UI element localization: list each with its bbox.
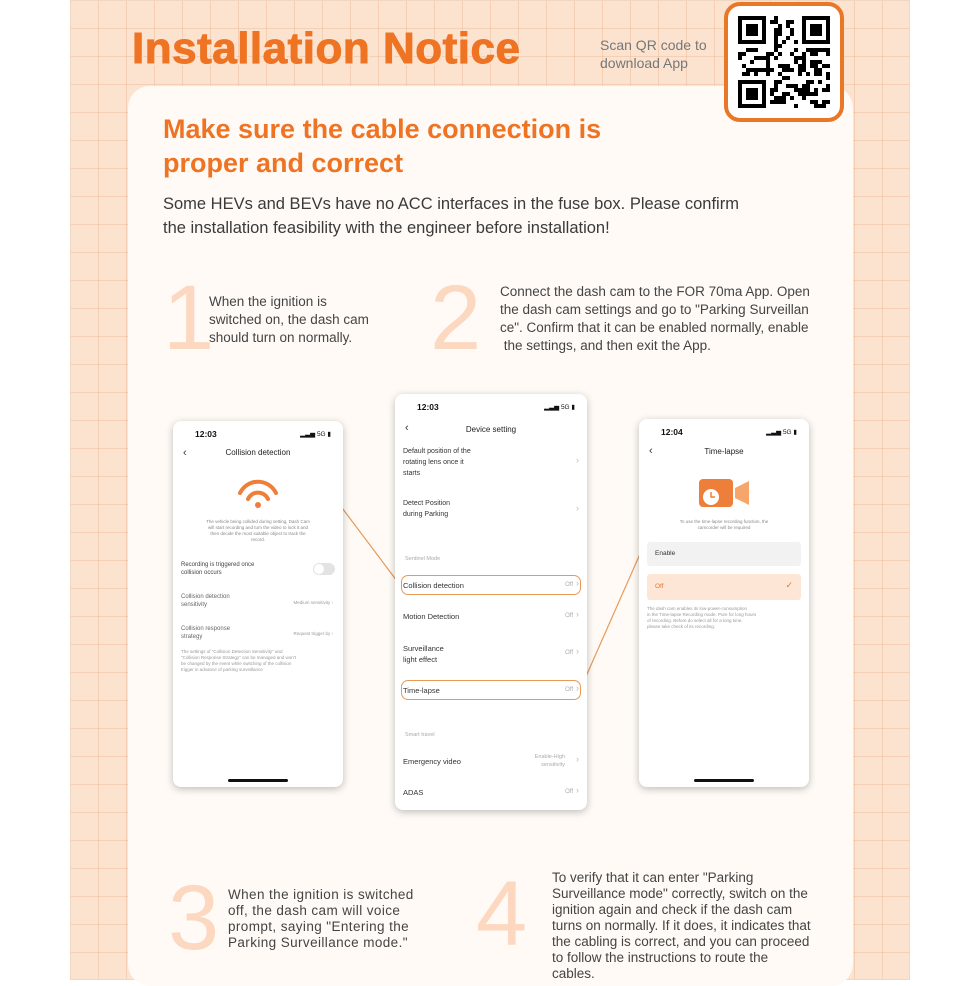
option-label: Enable (655, 550, 676, 557)
collision-value: Off (565, 582, 573, 588)
step-4-line: cables. (552, 966, 595, 981)
chevron-right-icon: › (576, 609, 579, 619)
option-enable[interactable] (647, 542, 801, 566)
note-line: be changed by the event while switching of the collision (181, 661, 292, 666)
row-surveillance-light[interactable] (403, 643, 579, 665)
section-smart-travel: Smart travel (405, 732, 435, 738)
row-label: Collision detection (181, 594, 230, 600)
screen-title: Device setting (465, 425, 517, 434)
step-4-line: turns on normally. If it does, it indicates that (552, 918, 811, 933)
row-label: sensitivity (181, 602, 208, 608)
value-text: Request trigger by (293, 631, 331, 636)
chevron-right-icon: › (576, 503, 579, 513)
step-3-line: When the ignition is switched (228, 887, 414, 902)
step-3-line: Parking Surveillance mode." (228, 935, 408, 950)
step-3-line: off, the dash cam will voice (228, 903, 401, 918)
status-time: 12:04 (661, 427, 683, 437)
desc-line: The vehicle being collided during setting, Dash Cam (206, 519, 310, 524)
step-1-line: switched on, the dash cam (209, 312, 369, 327)
home-indicator (228, 779, 288, 782)
step-1-line: When the ignition is (209, 294, 327, 309)
chevron-right-icon: › (576, 683, 579, 693)
phone-time-lapse (639, 419, 809, 787)
collision-signal-icon (235, 471, 281, 511)
status-signal: ▂▃▅ 5G ▮ (766, 429, 797, 436)
back-chevron-icon[interactable]: ‹ (405, 422, 409, 434)
row-time-lapse[interactable]: Time-lapse (403, 686, 440, 695)
toggle-label-line: Recording is triggered once (181, 562, 255, 568)
step-2-number: 2 (430, 267, 482, 369)
step-4-line: ignition again and check if the dash cam (552, 902, 793, 917)
back-chevron-icon[interactable]: ‹ (649, 445, 653, 457)
row-motion-detection[interactable]: Motion Detection (403, 612, 460, 621)
sensitivity-row[interactable] (181, 593, 230, 609)
chevron-right-icon: › (576, 646, 579, 656)
value-text: Medium sensitivity (293, 600, 331, 605)
value-line: sensitivity (541, 762, 565, 768)
step-2-line: the dash cam settings and go to "Parking Surveillan (500, 302, 809, 317)
wifi-signal-icon: ▂▃▅ (766, 429, 783, 436)
step-3-line: prompt, saying "Entering the (228, 919, 410, 934)
value-line: Enable-High (534, 754, 565, 760)
step-4-line: To verify that it can enter "Parking (552, 870, 754, 885)
row-emergency-video[interactable]: Emergency video (403, 757, 461, 766)
adas-value: Off (565, 789, 573, 795)
row-label: Surveillance (403, 644, 444, 653)
row-label: Detect Position (403, 500, 451, 507)
status-time: 12:03 (195, 429, 217, 439)
timelapse-value: Off (565, 687, 573, 693)
toggle-label (181, 561, 254, 577)
timelapse-description (647, 519, 801, 531)
chevron-right-icon: › (331, 631, 333, 636)
option-off[interactable] (647, 574, 801, 600)
chevron-right-icon: › (576, 754, 579, 764)
intro-line-2: the installation feasibility with the engineer before installation! (163, 219, 610, 237)
row-label: starts (403, 470, 421, 477)
settings-note (181, 649, 335, 673)
note-line: The dash cam enables its low-power-consumption (647, 606, 748, 611)
sensitivity-value (293, 600, 333, 606)
camera-icon (697, 475, 751, 511)
intro-line-1: Some HEVs and BEVs have no ACC interfaces in the fuse box. Please confirm (163, 195, 739, 213)
screen-title: Time-lapse (704, 447, 744, 456)
note-line: in the Time-lapse Recording mode. Pure for long hours (647, 612, 757, 617)
step-4-line: Surveillance mode" correctly, switch on the (552, 886, 808, 901)
note-line: of recording. Before do select all for a long time, (647, 618, 743, 623)
chevron-right-icon: › (331, 600, 333, 605)
note-line: trigger in advance of parking surveillance (181, 667, 263, 672)
step-1-number: 1 (163, 267, 215, 369)
home-indicator (694, 779, 754, 782)
row-default-position[interactable] (403, 446, 579, 479)
row-detect-position[interactable] (403, 498, 579, 520)
emergency-value (535, 753, 565, 769)
step-2-line: Connect the dash cam to the FOR 70ma App. Open (500, 284, 810, 299)
step-1-line: should turn on normally. (209, 330, 353, 345)
step-2-line: the settings, and then exit the App. (500, 338, 711, 353)
strategy-value (293, 631, 333, 637)
step-4-line: to follow the instructions to route the (552, 950, 769, 965)
desc-line: record. (250, 537, 265, 542)
recording-toggle[interactable] (313, 563, 335, 575)
row-label: light effect (403, 655, 438, 664)
heading-line-2: proper and correct (163, 148, 404, 178)
timelapse-note (647, 606, 801, 630)
status-signal: ▂▃▅ 5G ▮ (544, 404, 575, 411)
scan-qr-text: Scan QR code to download App (600, 37, 707, 71)
page-title: Installation Notice (132, 24, 521, 73)
note-line: "Collision Response Strategy" can be managed and won't (181, 655, 296, 660)
wifi-signal-icon: ▂▃▅ (300, 431, 317, 438)
desc-line: will start recording and turn the video to lock it and (207, 525, 309, 530)
step-3-number: 3 (168, 867, 220, 969)
signal-label: 5G (782, 429, 792, 436)
screen-title: Collision detection (225, 448, 291, 457)
desc-line: then decide the most suitable object to track the (210, 531, 306, 536)
checkmark-icon: ✓ (785, 580, 793, 590)
step-4-text (552, 870, 852, 982)
strategy-row[interactable] (181, 625, 230, 641)
toggle-label-line: collision occurs (181, 570, 222, 576)
note-line: please take check of its recording. (647, 624, 716, 629)
heading-line-1: Make sure the cable connection is (163, 114, 602, 144)
chevron-right-icon: › (576, 578, 579, 588)
row-label: rotating lens once it (403, 459, 464, 466)
chevron-right-icon: › (576, 785, 579, 795)
wifi-signal-icon: ▂▃▅ (544, 404, 561, 411)
motion-value: Off (565, 613, 573, 619)
row-adas[interactable]: ADAS (403, 788, 424, 797)
row-label: Collision response (181, 626, 231, 632)
desc-line: To use the time-lapse recording function, the (679, 519, 769, 524)
collision-description (181, 519, 335, 543)
chevron-right-icon: › (576, 455, 579, 465)
signal-label: 5G (560, 404, 570, 411)
desc-line: camcorder will be required (697, 525, 751, 530)
phone-device-setting (395, 394, 587, 810)
row-label: during Parking (403, 511, 449, 518)
row-label: strategy (181, 634, 203, 640)
section-sentinel-mode: Sentinel Mode (405, 556, 441, 562)
phone-collision-detection (173, 421, 343, 787)
row-collision-detection[interactable]: Collision detection (403, 581, 464, 590)
back-chevron-icon[interactable]: ‹ (183, 447, 187, 459)
step-4-number: 4 (476, 863, 528, 965)
signal-label: 5G (316, 431, 326, 438)
note-line: The settings of "Collision Detection Sensitivity" and (181, 649, 283, 654)
step-2-line: ce". Confirm that it can be enabled normally, enable (500, 320, 809, 335)
status-signal: ▂▃▅ 5G ▮ (300, 431, 331, 438)
surveillance-value: Off (565, 650, 573, 656)
step-4-line: the cabling is correct, and you can proceed (552, 934, 810, 949)
option-label: Off (655, 583, 664, 590)
status-time: 12:03 (417, 402, 439, 412)
step-3-text (228, 887, 458, 951)
row-label: Default position of the (403, 448, 471, 455)
